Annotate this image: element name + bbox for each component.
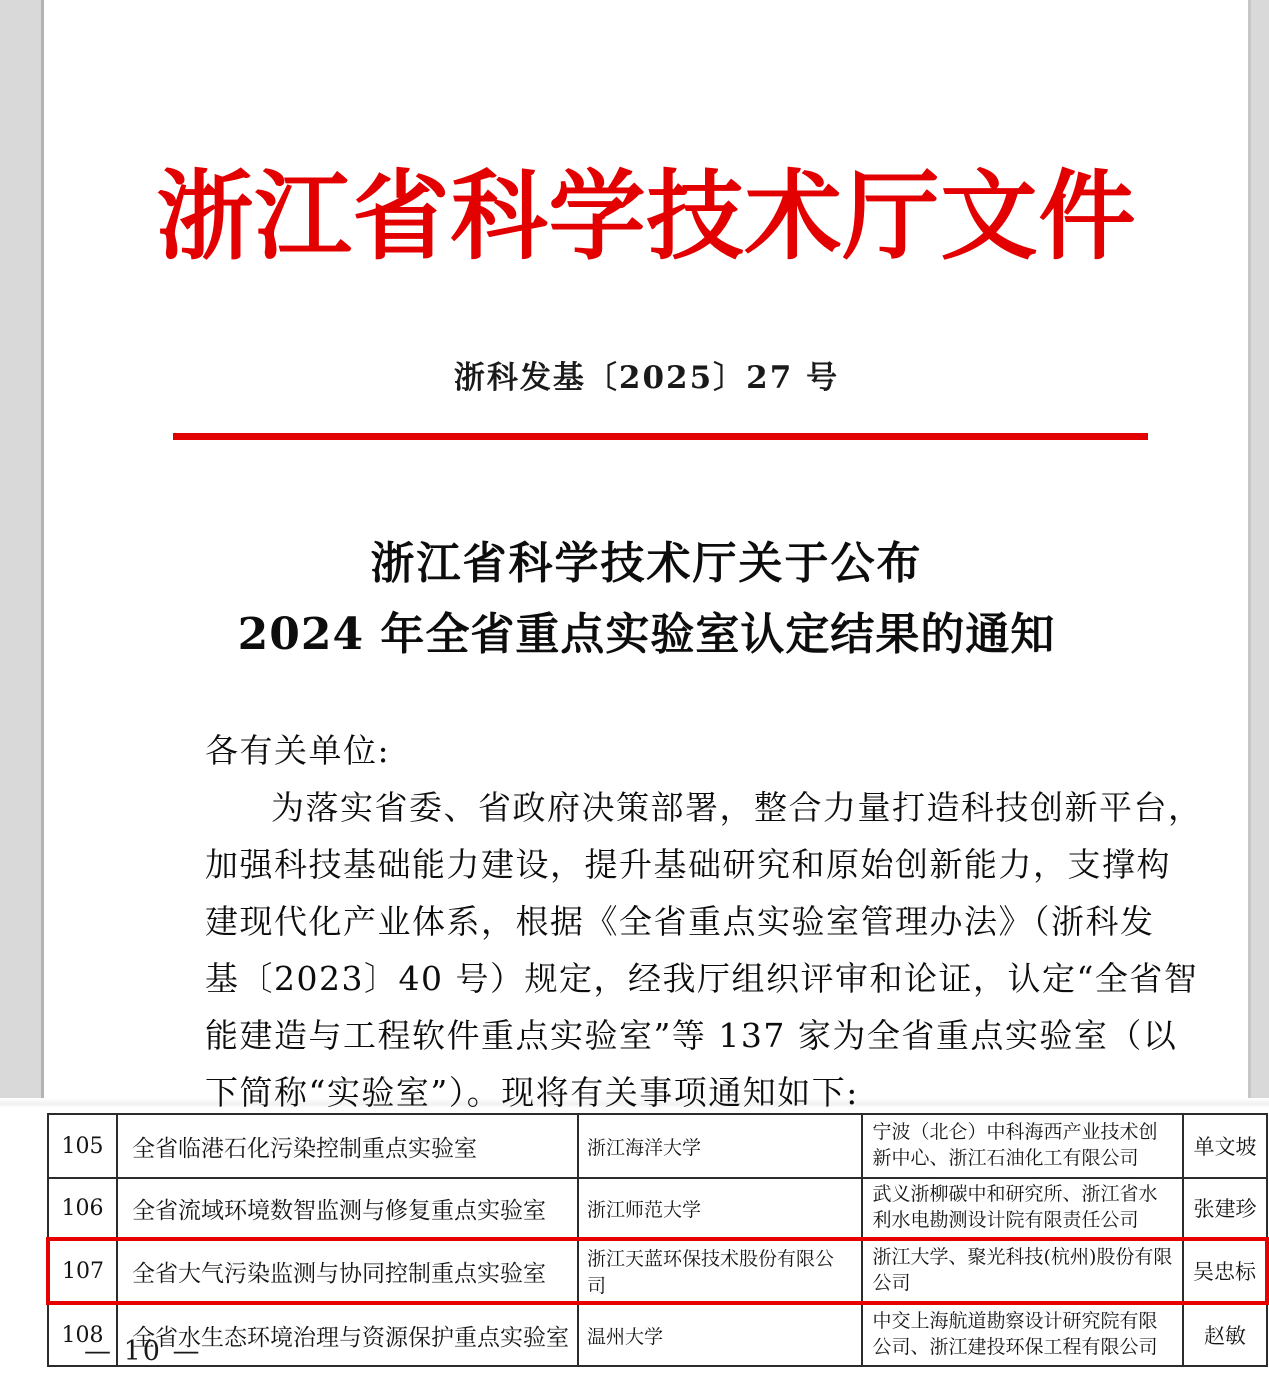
table-row-108 <box>48 1303 1267 1366</box>
cell-no: 107 <box>48 1239 117 1303</box>
cell-no: 106 <box>48 1178 117 1239</box>
cell-host: 浙江师范大学 <box>578 1178 862 1239</box>
document-header-title: 浙江省科学技术厅文件 <box>156 159 1137 273</box>
body-paragraph-line: 建现代化产业体系，根据《全省重点实验室管理办法》（浙科发 <box>205 902 1155 941</box>
cell-director: 吴忠标 <box>1183 1239 1267 1303</box>
body-paragraph-line: 下简称“实验室”）。现将有关事项通知如下: <box>205 1073 859 1112</box>
salutation: 各有关单位: <box>205 731 391 770</box>
cell-no: 108 <box>48 1303 117 1366</box>
cell-host: 温州大学 <box>578 1303 862 1366</box>
red-divider <box>173 433 1148 440</box>
cell-partners: 武义浙柳碳中和研究所、浙江省水利水电勘测设计院有限责任公司 <box>862 1178 1184 1239</box>
body-paragraph-line: 基〔2023〕40 号）规定，经我厅组织评审和论证，认定“全省智 <box>205 959 1199 998</box>
labs-table <box>46 1113 1269 1367</box>
table-row-105 <box>48 1114 1267 1178</box>
document-number: 浙科发基〔2025〕27 号 <box>453 360 840 396</box>
page-number: — 10 — <box>84 1336 202 1367</box>
cell-lab: 全省流域环境数智监测与修复重点实验室 <box>117 1178 578 1239</box>
body-text <box>205 722 1203 1121</box>
cell-director: 单文坡 <box>1183 1114 1267 1178</box>
cell-lab: 全省临港石化污染控制重点实验室 <box>117 1114 578 1178</box>
notice-title-line-1: 浙江省科学技术厅关于公布 <box>370 538 923 589</box>
cell-partners: 中交上海航道勘察设计研究院有限公司、浙江建投环保工程有限公司 <box>862 1303 1184 1366</box>
page-margin-left <box>0 0 44 1106</box>
table-row-107-highlighted <box>48 1239 1267 1303</box>
body-paragraph-line: 为落实省委、省政府决策部署，整合力量打造科技创新平台， <box>271 788 1203 827</box>
cell-lab: 全省水生态环境治理与资源保护重点实验室 <box>117 1303 578 1366</box>
body-paragraph-line: 能建造与工程软件重点实验室”等 137 家为全省重点实验室（以 <box>205 1016 1178 1055</box>
cell-partners: 宁波（北仑）中科海西产业技术创新中心、浙江石油化工有限公司 <box>862 1114 1184 1178</box>
cell-director: 赵敏 <box>1183 1303 1267 1366</box>
body-paragraph-line: 加强科技基础能力建设，提升基础研究和原始创新能力，支撑构 <box>205 845 1171 884</box>
cell-no: 105 <box>48 1114 117 1178</box>
page-margin-right <box>1248 0 1269 1106</box>
table-row-106 <box>48 1178 1267 1239</box>
notice-title-line-2: 2024 年全省重点实验室认定结果的通知 <box>237 609 1056 660</box>
cell-partners: 浙江大学、聚光科技(杭州)股份有限公司 <box>862 1239 1184 1303</box>
cell-host: 浙江海洋大学 <box>578 1114 862 1178</box>
cell-lab: 全省大气污染监测与协同控制重点实验室 <box>117 1239 578 1303</box>
cell-host: 浙江天蓝环保技术股份有限公司 <box>578 1239 862 1303</box>
cell-director: 张建珍 <box>1183 1178 1267 1239</box>
